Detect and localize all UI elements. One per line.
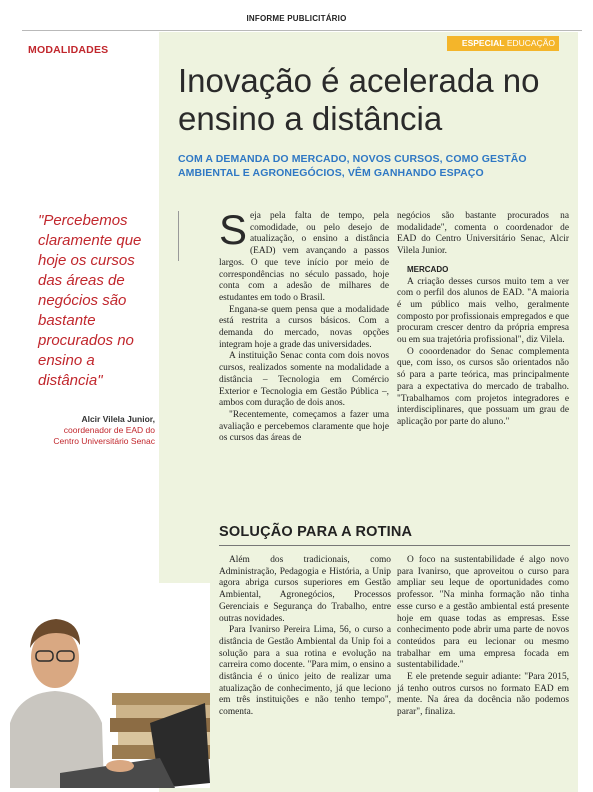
drop-cap: S <box>219 206 248 253</box>
paragraph: O cooordenador do Senac complementa que, com isso, os cursos são orientados não só para a parte teórica, mas principalmente para a expectativa do mercado de trabalho. "Trabalhamos com projetos integradores e interdisciplinares, que possuam um grau de aplicação por parte do aluno." <box>397 346 569 427</box>
book <box>112 693 210 705</box>
author-name: Alcir Vilela Junior, <box>81 414 155 424</box>
badge-bold: ESPECIAL <box>461 38 505 48</box>
pull-quote-author <box>40 414 155 447</box>
paragraph: negócios são bastante procurados na modalidade", comenta o coordenador de EAD do Centro Universitário Senac, Alcir Vilela Junior. <box>397 211 569 257</box>
paragraph: Seja pela falta de tempo, pela comodidade, ou pelo desejo de atualização, o ensino a distância (EAD) vem avançando a passos largos. O que teve início por meio de correspondências no século passado, hoje conta com a adesão de milhares de estudantes em todo o Brasil. <box>219 206 389 303</box>
photo-illustration <box>0 583 210 788</box>
paragraph: O foco na sustentabilidade é algo novo para Ivanirso, que aproveitou o curso para ampliar seu leque de oportunidades como professor. "Na minha formação não tinha esse curso e a gestão ambiental está presente hoje em quase todas as empresas. Esse conhecimento pode abrir uma parte de novos conteúdos para eu lecionar ou mesmo trabalhar em uma empresa focada em sustentabilidade." <box>397 555 569 671</box>
paragraph: E ele pretende seguir adiante: "Para 2015, já tenho outros cursos no formato EAD em mente. Na área da docência não podemos parar", finaliza. <box>397 672 569 718</box>
supertitle: INFORME PUBLICITÁRIO <box>246 14 347 23</box>
section-title: SOLUÇÃO PARA A ROTINA <box>219 524 413 540</box>
page-header <box>0 0 593 35</box>
section-label: MODALIDADES <box>28 44 109 56</box>
column-rule <box>178 211 179 261</box>
section-heading: MERCADO <box>407 264 449 274</box>
article-title: Inovação é acelerada no ensino a distância <box>178 62 540 137</box>
paragraph: A instituição Senac conta com dois novos cursos, realizados somente na modalidade a distância – Tecnologia em Comércio Exterior e Tecnologia em Gestão Pública –, ambos com duração de dois anos. <box>219 351 389 409</box>
student-laptop-photo <box>0 583 210 788</box>
paragraph: A criação desses cursos muito tem a ver com o perfil dos alunos de EAD. "A maioria é um público mais velho, geralmente composto por profissionais empregados e que procuram crescer dentro da própria empresa ou em sua trajetória profissional", diz Vilela. <box>397 276 569 346</box>
column-1 <box>219 206 389 445</box>
column-3 <box>219 555 391 719</box>
hand <box>106 760 134 772</box>
paragraph: "Recentemente, começamos a fazer uma avaliação e percebemos claramente que hoje os cursos das áreas de <box>219 409 389 444</box>
column-2 <box>397 211 569 429</box>
author-role: coordenador de EAD do Centro Universitário Senac <box>53 425 155 446</box>
paragraph: Para Ivanirso Pereira Lima, 56, o curso a distância de Gestão Ambiental da Unip foi a solução para a sua rotina e evolução na carreira como docente. "Para mim, o ensino a distância é o único jeito de realizar uma atualização de conhecimento, já que leciono em três instituições e não tenho tempo", comenta. <box>219 625 391 718</box>
column-4 <box>397 555 569 719</box>
category-badge <box>447 36 559 51</box>
header-rule <box>22 30 582 31</box>
badge-rest: EDUCAÇÃO <box>506 38 555 48</box>
paragraph: Engana-se quem pensa que a modalidade está restrita a cursos básicos. Com a demanda do mercado, novas opções integram hoje a grade das universidades. <box>219 304 389 350</box>
pull-quote: "Percebemos claramente que hoje os cursos das áreas de negócios são bastante procurados no ensino a distância" <box>38 212 142 389</box>
article-subtitle: COM A DEMANDA DO MERCADO, NOVOS CURSOS, COMO GESTÃO AMBIENTAL E AGRONEGÓCIOS, VÊM GANHANDO ESPAÇO <box>178 153 527 179</box>
section-rule <box>219 545 570 546</box>
paragraph: Além dos tradicionais, como Administração, Pedagogia e História, a Unip agora abriga cursos superiores em Gestão Ambiental, Agronegócios, Processos Gerenciais e Segurança do Trabalho, entre outras novidades. <box>219 555 391 624</box>
